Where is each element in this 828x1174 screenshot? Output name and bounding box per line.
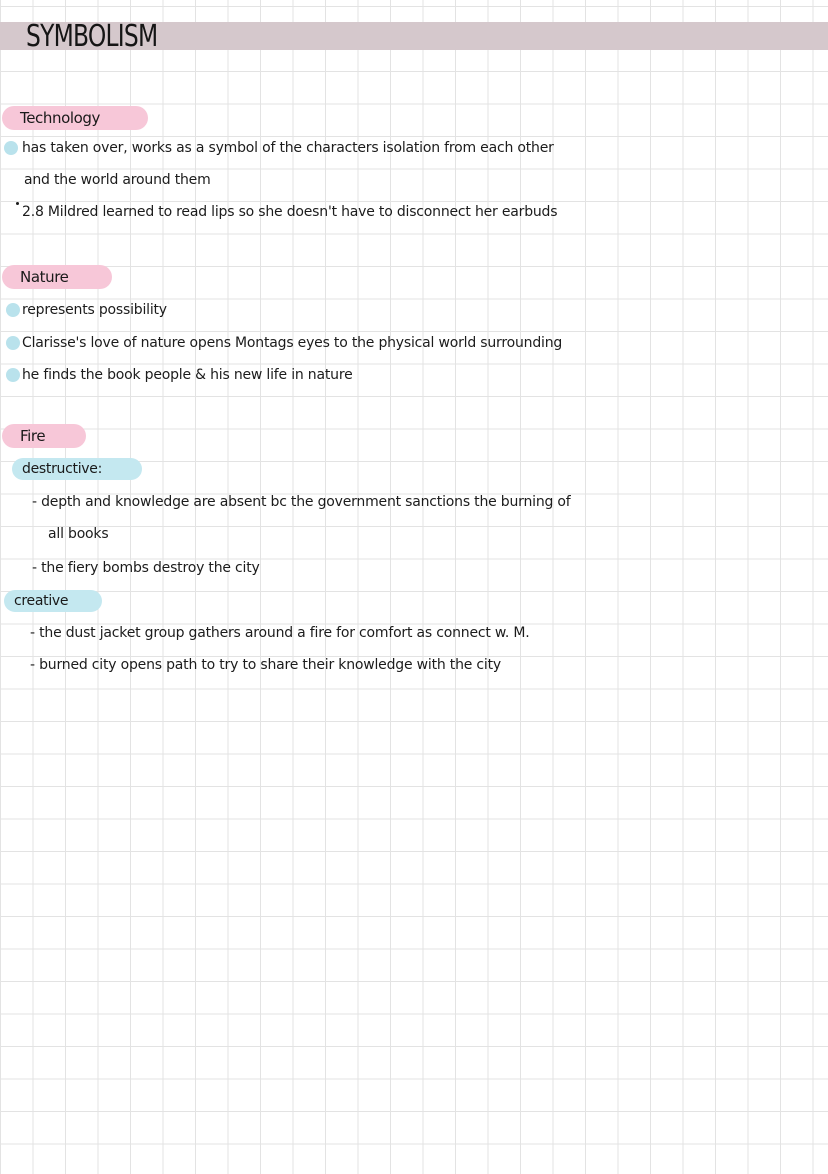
technology-line-2: and the world around them: [24, 172, 211, 188]
bullet-dot: [16, 202, 19, 205]
bullet-dot: [6, 303, 20, 317]
subheading-creative: creative: [4, 590, 102, 612]
destructive-line-2: all books: [48, 526, 109, 542]
destructive-line-3: - the fiery bombs destroy the city: [32, 560, 260, 576]
bullet-dot: [4, 141, 18, 155]
bullet-dot: [6, 336, 20, 350]
heading-technology: Technology: [2, 106, 148, 130]
nature-line-3: he finds the book people & his new life in nature: [22, 367, 353, 383]
creative-line-1: - the dust jacket group gathers around a fire for comfort as connect w. M.: [30, 625, 530, 641]
heading-fire: Fire: [2, 424, 86, 448]
page-title: SYMBOLISM: [26, 19, 158, 54]
heading-nature: Nature: [2, 265, 112, 289]
bullet-dot: [6, 368, 20, 382]
subheading-destructive: destructive:: [12, 458, 142, 480]
technology-line-3: 2.8 Mildred learned to read lips so she doesn't have to disconnect her earbuds: [22, 204, 558, 220]
destructive-line-1: - depth and knowledge are absent bc the government sanctions the burning of: [32, 494, 571, 510]
creative-line-2: - burned city opens path to try to share their knowledge with the city: [30, 657, 501, 673]
technology-line-1: has taken over, works as a symbol of the characters isolation from each other: [22, 140, 554, 156]
nature-line-1: represents possibility: [22, 302, 167, 318]
nature-line-2: Clarisse's love of nature opens Montags eyes to the physical world surrounding: [22, 335, 563, 351]
